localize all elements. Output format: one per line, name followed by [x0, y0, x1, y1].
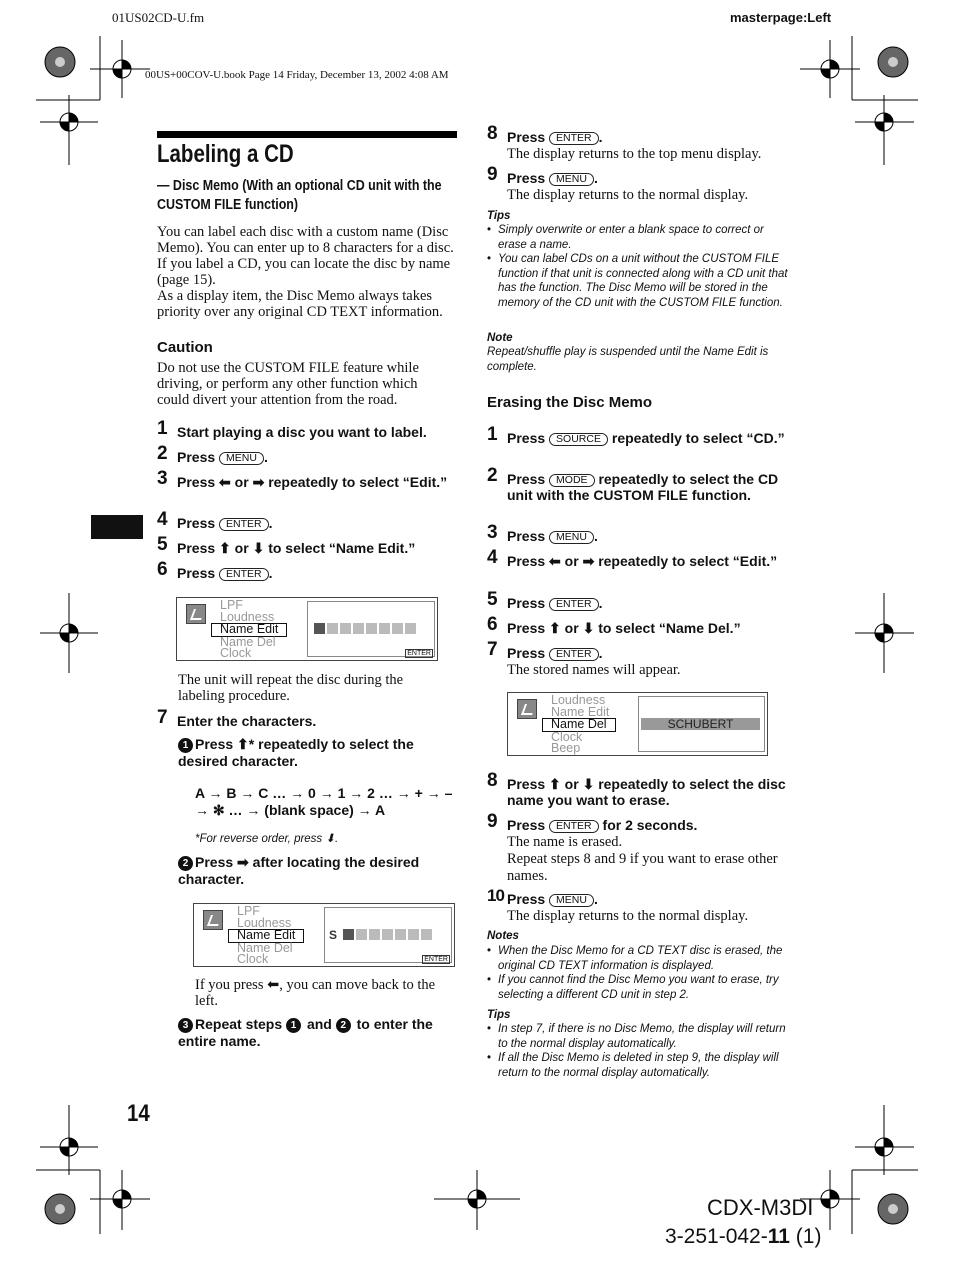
- enter-key: ENTER: [549, 132, 599, 145]
- display-name-del: Loudness Name Edit Name Del Clock Beep SCHUBERT: [507, 692, 768, 756]
- part-code: 3-251-042-11 (1): [665, 1225, 822, 1248]
- step-3: 3 Press ⬅ or ➡ repeatedly to select “Edit.”: [157, 468, 448, 490]
- arrow-down-icon: ⬇: [582, 620, 595, 636]
- step-1: 1 Start playing a disc you want to label.: [157, 418, 427, 440]
- title-rule: [157, 131, 457, 138]
- erase-step-1: 1 Press SOURCE repeatedly to select “CD.”: [487, 424, 785, 446]
- erase-heading: Erasing the Disc Memo: [487, 394, 653, 411]
- erase-step-3: 3 Press MENU .: [487, 522, 598, 544]
- notes-list: • When the Disc Memo for a CD TEXT disc is erased, the original CD TEXT information is displayed. • If you cannot find the Disc Memo you want to erase, try selecting a different CD unit in step 2.: [487, 944, 792, 1002]
- arrow-down-icon: ⬇: [325, 833, 336, 845]
- subtitle: — Disc Memo (With an optional CD unit with the CUSTOM FILE function): [157, 178, 442, 213]
- step-7-3: 3 Repeat steps 1 and 2 to enter the entire name.: [178, 1016, 433, 1049]
- erase-step-8: 8 Press ⬆ or ⬇ repeatedly to select the disc name you want to erase.: [487, 770, 786, 808]
- arrow-right-icon: ➡: [237, 854, 249, 870]
- arrow-up-icon: ⬆: [549, 620, 561, 636]
- step-9: 9 Press MENU . The display returns to the normal display.: [487, 164, 749, 203]
- step-2: 2 Press MENU .: [157, 443, 268, 465]
- step-5: 5 Press ⬆ or ⬇ to select “Name Edit.”: [157, 534, 416, 556]
- arrow-down-icon: ⬇: [252, 540, 265, 556]
- tips2-list: • In step 7, if there is no Disc Memo, the display will return to the normal display automatically. • If all the Disc Memo is deleted in step 9, the display will return to the normal display automatically.: [487, 1022, 792, 1080]
- tips-heading: Tips: [487, 210, 511, 222]
- arrow-right-icon: ➡: [582, 553, 595, 569]
- erase-step-6: 6 Press ⬆ or ⬇ to select “Name Del.”: [487, 614, 741, 636]
- enter-key: ENTER: [549, 820, 599, 833]
- intro-paragraph-2: As a display item, the Disc Memo always takes priority over any original CD TEXT information.: [157, 288, 443, 320]
- masterpage-label: masterpage:Left: [730, 10, 832, 25]
- erase-step-9: 9 Press ENTER for 2 seconds. The name is erased. Repeat steps 8 and 9 if you want to erase other names.: [487, 811, 778, 884]
- step-7-2: 2 Press ➡ after locating the desired character.: [178, 854, 420, 887]
- model-name: CDX-M3DI: [707, 1195, 814, 1220]
- arrow-up-icon: ⬆: [549, 776, 561, 792]
- erase-step-10: 10 Press MENU . The display returns to the normal display.: [487, 886, 749, 924]
- step-8: 8 Press ENTER . The display returns to the top menu display.: [487, 123, 762, 162]
- arrow-left-icon: ⬅: [267, 977, 280, 993]
- arrow-left-icon: ⬅: [219, 474, 231, 490]
- note-heading: Note: [487, 332, 513, 344]
- pencil-icon: [203, 910, 223, 930]
- arrow-up-icon: ⬆: [237, 736, 249, 752]
- enter-key: ENTER: [219, 518, 269, 531]
- step-7-1: 1 Press ⬆* repeatedly to select the desired character.: [178, 736, 414, 769]
- tips2-heading: Tips: [487, 1009, 511, 1021]
- disc-name-label: SCHUBERT: [641, 718, 760, 730]
- arrow-up-icon: ⬆: [219, 540, 231, 556]
- erase-step-5: 5 Press ENTER .: [487, 589, 603, 611]
- file-name: 01US02CD-U.fm: [112, 10, 205, 25]
- step-4: 4 Press ENTER .: [157, 509, 273, 531]
- display-name-edit: LPF Loudness Name Edit Name Del Clock ENTER: [176, 597, 438, 661]
- section-tab: [91, 515, 143, 539]
- menu-key: MENU: [549, 173, 594, 186]
- menu-key: MENU: [219, 452, 264, 465]
- back-note: If you press ⬅, you can move back to the left.: [195, 977, 436, 1009]
- page-number: 14: [127, 1100, 150, 1127]
- repeat-note: The unit will repeat the disc during the labeling procedure.: [178, 672, 404, 704]
- erase-step-2: 2 Press MODE repeatedly to select the CD unit with the CUSTOM FILE function.: [487, 465, 779, 503]
- erase-step-4: 4 Press ⬅ or ➡ repeatedly to select “Edit.”: [487, 547, 778, 569]
- notes-heading: Notes: [487, 930, 519, 942]
- note-text: Repeat/shuffle play is suspended until the Name Edit is complete.: [487, 346, 769, 373]
- display-character-entry: LPF Loudness Name Edit Name Del Clock S ENTER: [193, 903, 455, 967]
- arrow-down-icon: ⬇: [582, 776, 595, 792]
- footnote: *For reverse order, press ⬇.: [195, 833, 339, 845]
- step-6: 6 Press ENTER .: [157, 559, 273, 581]
- caution-heading: Caution: [157, 339, 213, 356]
- mode-key: MODE: [549, 474, 595, 487]
- pencil-icon: [517, 699, 537, 719]
- menu-key: MENU: [549, 531, 594, 544]
- erase-step-7: 7 Press ENTER . The stored names will appear.: [487, 639, 681, 678]
- arrow-left-icon: ⬅: [549, 553, 561, 569]
- menu-key: MENU: [549, 894, 594, 907]
- enter-key: ENTER: [219, 568, 269, 581]
- enter-key: ENTER: [549, 598, 599, 611]
- page-title: Labeling a CD: [157, 140, 294, 168]
- book-info: 00US+00COV-U.book Page 14 Friday, December 13, 2002 4:08 AM: [145, 69, 449, 81]
- source-key: SOURCE: [549, 433, 608, 446]
- caution-text: Do not use the CUSTOM FILE feature while driving, or perform any other function which could divert your attention from the road.: [157, 360, 419, 408]
- tips-list: • Simply overwrite or enter a blank space to correct or erase a name. • You can label CDs on a unit without the CUSTOM FILE function if that unit is connected along with a CD unit that has the function. The Disc Memo will be stored in the memory of the CD unit with the CUSTOM FILE function.: [487, 223, 792, 310]
- enter-key: ENTER: [549, 648, 599, 661]
- character-sequence: A → B → C … → 0 → 1 → 2 … → + → – → ✻ … → (blank space) → A: [195, 785, 453, 818]
- arrow-right-icon: ➡: [252, 474, 265, 490]
- step-7: 7 Enter the characters.: [157, 707, 317, 729]
- intro-paragraph: You can label each disc with a custom name (Disc Memo). You can enter up to 8 characters for a disc. If you label a CD, you can locate the disc by name (page 15).: [157, 224, 454, 288]
- pencil-icon: [186, 604, 206, 624]
